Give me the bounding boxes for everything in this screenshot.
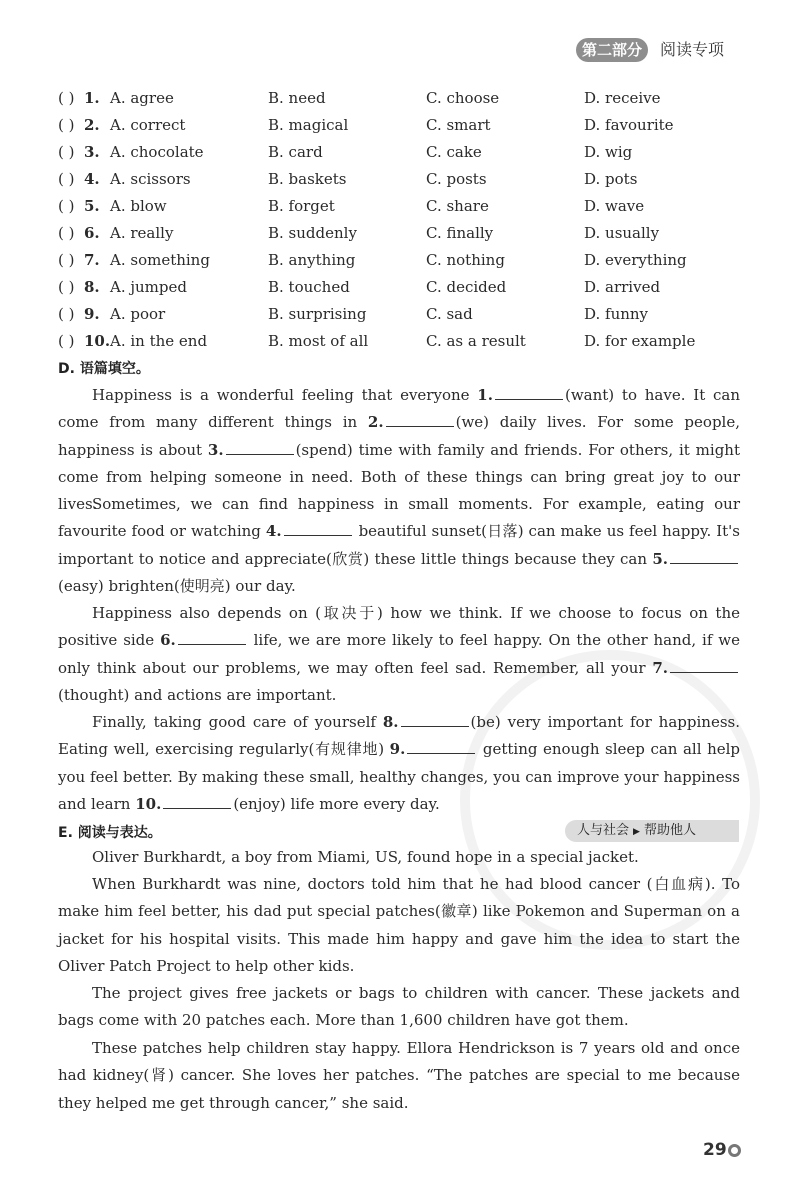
option-c: C. as a result <box>426 332 526 350</box>
option-c: C. nothing <box>426 251 505 269</box>
option-d: D. arrived <box>584 278 661 296</box>
topic-category: 人与社会 <box>577 823 630 838</box>
option-a: A. in the end <box>110 332 208 350</box>
answer-paren[interactable]: ( ) <box>58 170 75 188</box>
option-b: B. touched <box>268 278 350 296</box>
question-number: 1. <box>84 89 100 107</box>
question-number: 8. <box>84 278 100 296</box>
option-b: B. most of all <box>268 332 369 350</box>
option-b: B. card <box>268 143 323 161</box>
option-a: A. agree <box>110 89 174 107</box>
mc-row <box>58 249 758 276</box>
blank-5[interactable] <box>670 549 738 564</box>
option-c: C. cake <box>426 143 482 161</box>
option-a: A. blow <box>110 197 167 215</box>
section-d-paragraph-1: Happiness is a wonderful feeling that everyone 1. (want) to have. It can come from many different things in 2. (we) daily lives. For some people, happiness is about 3. (spend) time with family and friends. For others, it might come from helping someone in need. Both of these things can bring great joy to our lives. <box>58 386 741 514</box>
question-number: 4. <box>84 170 100 188</box>
question-number: 3. <box>84 143 100 161</box>
blank-2[interactable] <box>386 412 454 427</box>
option-d: D. pots <box>584 170 638 188</box>
answer-paren[interactable]: ( ) <box>58 278 75 296</box>
question-number: 6. <box>84 224 100 242</box>
option-a: A. scissors <box>110 170 191 188</box>
answer-paren[interactable]: ( ) <box>58 332 75 350</box>
answer-paren[interactable]: ( ) <box>58 116 75 134</box>
option-c: C. finally <box>426 224 494 242</box>
section-d-heading: D. 语篇填空。 <box>58 361 150 377</box>
option-b: B. need <box>268 89 326 107</box>
section-d-paragraph-3: Happiness also depends on (取决于) how we think. If we choose to focus on the positive side 6. life, we are more likely to feel happy. On the other hand, if we only think about our problems, we may often feel sad. Remember, all your 7. (thought) and actions are important. <box>58 604 740 704</box>
option-d: D. wave <box>584 197 645 215</box>
section-title: 阅读专项 <box>660 40 725 59</box>
topic-badge <box>565 820 739 842</box>
option-a: A. something <box>110 251 210 269</box>
option-d: D. receive <box>584 89 661 107</box>
option-a: A. really <box>110 224 174 242</box>
page-number: 29 <box>703 1140 727 1160</box>
option-b: B. magical <box>268 116 349 134</box>
option-c: C. share <box>426 197 489 215</box>
answer-paren[interactable]: ( ) <box>58 305 75 323</box>
option-c: C. choose <box>426 89 500 107</box>
mc-row <box>58 330 758 357</box>
blank-8[interactable] <box>401 712 469 727</box>
option-a: A. jumped <box>110 278 187 296</box>
gear-icon <box>728 1144 741 1157</box>
answer-paren[interactable]: ( ) <box>58 143 75 161</box>
option-d: D. for example <box>584 332 696 350</box>
topic-subcategory: 帮助他人 <box>643 823 696 838</box>
blank-9[interactable] <box>407 739 475 754</box>
blank-10[interactable] <box>163 794 231 809</box>
option-a: A. correct <box>110 116 186 134</box>
option-d: D. favourite <box>584 116 674 134</box>
option-b: B. surprising <box>268 305 367 323</box>
question-number: 10. <box>84 332 111 350</box>
section-d-paragraph-4: Finally, taking good care of yourself 8. (be) very important for happiness. Eating well, exercising regularly(有规律地) 9. getting enough sleep can all help you feel better. By making these small, healthy changes, you can improve your happiness and learn 10. (enjoy) life more every day. <box>58 713 741 813</box>
option-b: B. suddenly <box>268 224 357 242</box>
mc-row <box>58 303 758 330</box>
option-c: C. posts <box>426 170 487 188</box>
option-d: D. wig <box>584 143 633 161</box>
question-number: 9. <box>84 305 100 323</box>
option-b: B. forget <box>268 197 335 215</box>
mc-row <box>58 222 758 249</box>
section-e-paragraph-2: When Burkhardt was nine, doctors told him that he had blood cancer (白血病). To make him feel better, his dad put special patches(徽章) like Pokemon and Superman on a jacket for his hospital visits. This made him happy and gave him the idea to start the Oliver Patch Project to help other kids. <box>58 875 740 975</box>
multiple-choice-list <box>58 87 758 357</box>
blank-4[interactable] <box>284 521 352 536</box>
option-d: D. everything <box>584 251 687 269</box>
blank-7[interactable] <box>670 658 738 673</box>
blank-6[interactable] <box>178 630 246 645</box>
option-c: C. decided <box>426 278 507 296</box>
section-d-paragraph-2: Sometimes, we can find happiness in small moments. For example, eating our favourite food or watching 4. beautiful sunset(日落) can make us feel happy. It's important to notice and appreciate(欣赏) these little things because they can 5. (easy) brighten(使明亮) our day. <box>58 495 740 595</box>
blank-3[interactable] <box>226 440 294 455</box>
option-d: D. usually <box>584 224 660 242</box>
section-e-paragraph-3: The project gives free jackets or bags to children with cancer. These jackets and bags come with 20 patches each. More than 1,600 children have got them. <box>58 984 740 1030</box>
answer-paren[interactable]: ( ) <box>58 224 75 242</box>
question-number: 5. <box>84 197 100 215</box>
option-b: B. anything <box>268 251 356 269</box>
answer-paren[interactable]: ( ) <box>58 89 75 107</box>
section-e-heading: E. 阅读与表达。 <box>58 825 162 841</box>
mc-row <box>58 276 758 303</box>
question-number: 7. <box>84 251 100 269</box>
mc-row <box>58 114 758 141</box>
section-tag: 第二部分 <box>576 38 648 62</box>
triangle-right-icon: ▶ <box>633 827 640 837</box>
blank-1[interactable] <box>495 385 563 400</box>
mc-row <box>58 87 758 114</box>
option-b: B. baskets <box>268 170 347 188</box>
mc-row <box>58 195 758 222</box>
mc-row <box>58 141 758 168</box>
option-c: C. sad <box>426 305 473 323</box>
question-number: 2. <box>84 116 100 134</box>
section-e-paragraph-1: Oliver Burkhardt, a boy from Miami, US, found hope in a special jacket. <box>92 848 639 866</box>
answer-paren[interactable]: ( ) <box>58 251 75 269</box>
option-a: A. poor <box>110 305 166 323</box>
answer-paren[interactable]: ( ) <box>58 197 75 215</box>
option-a: A. chocolate <box>110 143 204 161</box>
mc-row <box>58 168 758 195</box>
option-c: C. smart <box>426 116 491 134</box>
option-d: D. funny <box>584 305 649 323</box>
section-e-paragraph-4: These patches help children stay happy. Ellora Hendrickson is 7 years old and once had kidney(肾) cancer. She loves her patches. “The patches are special to me because they helped me get through cancer,” she said. <box>58 1039 740 1112</box>
